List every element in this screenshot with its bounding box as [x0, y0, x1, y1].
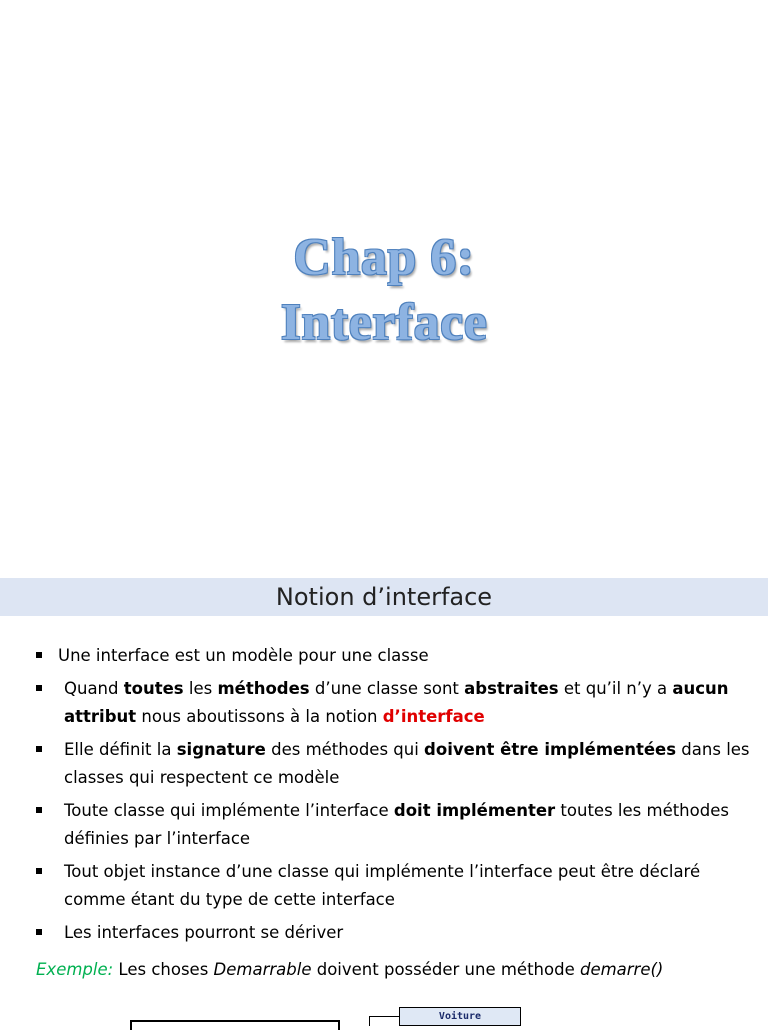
bold-term: méthodes: [217, 679, 310, 698]
bullet-text: Tout objet instance d’une classe qui implémente l’interface peut être déclaré comme étant du type de cette interface: [64, 862, 701, 909]
bullet-list: [36, 642, 756, 952]
bold-term: signature: [176, 740, 266, 759]
bullet-item-1: [36, 642, 756, 670]
example-line: [36, 956, 756, 984]
bullet-text: des méthodes qui: [265, 740, 425, 759]
bullet-item-3: [36, 736, 756, 792]
example-italic: demarre(): [579, 960, 664, 979]
uml-interface-box: [130, 1020, 340, 1030]
bold-term: abstraites: [464, 679, 559, 698]
example-italic: Demarrable: [213, 960, 312, 979]
bold-term: doit implémenter: [393, 801, 556, 820]
bold-term: toutes: [123, 679, 184, 698]
bullet-text: dans les classes qui respectent ce modèle: [64, 740, 750, 787]
bullet-text: et qu’il n’y a: [558, 679, 673, 698]
bullet-item-2: [36, 675, 756, 731]
uml-connector-vertical: [369, 1016, 370, 1026]
uml-class-voiture: Voiture: [399, 1007, 521, 1026]
bullet-text: Toute classe qui implémente l’interface: [64, 801, 394, 820]
uml-connector-horizontal: [369, 1016, 399, 1017]
section-title: Notion d’interface: [275, 583, 493, 611]
chapter-title-line2: Interface: [280, 294, 488, 351]
bullet-item-4: [36, 797, 756, 853]
bullet-text: d’une classe sont: [309, 679, 465, 698]
example-text: doivent posséder une méthode: [311, 960, 580, 979]
bullet-text: toutes les méthodes définies par l’interface: [64, 801, 729, 848]
bullet-item-6: [36, 919, 756, 947]
bullet-text: Elle définit la: [64, 740, 177, 759]
bullet-item-5: [36, 858, 756, 914]
bullet-text: les: [183, 679, 218, 698]
example-text: Les choses: [113, 960, 214, 979]
bullet-text: nous aboutissons à la notion: [136, 707, 383, 726]
bullet-text: Les interfaces pourront se dériver: [64, 923, 344, 942]
chapter-title-line1: Chap 6:: [293, 229, 475, 286]
bullet-text: Une interface est un modèle pour une classe: [58, 646, 429, 665]
bold-term: aucun attribut: [64, 679, 729, 726]
bullet-text: Quand: [64, 679, 124, 698]
example-label: Exemple:: [36, 960, 114, 979]
highlight-term: d’interface: [382, 707, 485, 726]
bold-term: doivent être implémentées: [424, 740, 677, 759]
